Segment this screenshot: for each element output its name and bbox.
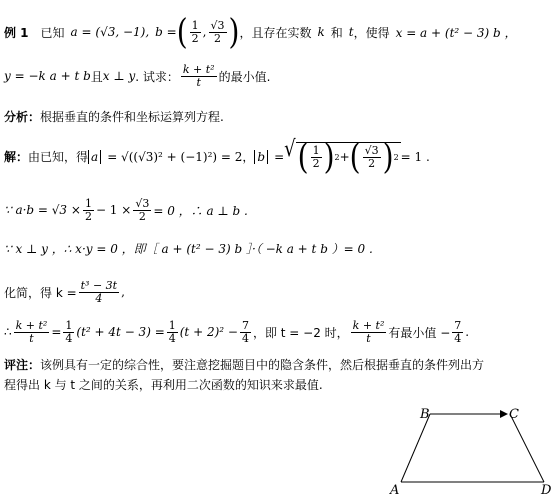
fraction: $\frac{1}{2}$ <box>191 18 199 45</box>
comment-line-2: 程得出 k 与 t 之间的关系，再利用二次函数的知识来求最值. <box>4 378 323 392</box>
fraction: $\frac{\text{k + t²}}{t}$ <box>182 63 215 89</box>
edge-CD <box>510 414 544 482</box>
trapezoid-figure <box>385 402 554 498</box>
vertex-D-label: D <box>541 483 552 498</box>
analysis-text: 根据垂直的条件和坐标运算列方程. <box>40 110 224 124</box>
solution-label: 解： <box>4 150 29 164</box>
vertex-C-label: C <box>509 407 519 422</box>
vertex-B-label: B <box>420 407 430 422</box>
analysis-line <box>4 108 224 125</box>
vector-a-def: a = (√3, −1), <box>70 25 150 39</box>
edge-AB <box>401 414 430 482</box>
solution-line-5: ∴ $\frac{\text{k + t²}}{t}$ = $\frac{1}{4}$ (t² + 4t − 3) = $\frac{1}{4}$ (t + 2)² − $\frac{7}{4}$ ，即 t = −2 时， $\frac{\text{k + t²}}{t}$ 有最小值 − $\frac{7}{4}$ . <box>4 319 470 345</box>
vector-b-label: b = <box>155 25 177 39</box>
example-label: 例 1 <box>4 25 29 40</box>
solution-line-4: 化简，得 k = $\frac{\text{t³ − 3t}}{4}$ , <box>4 279 125 305</box>
problem-line-1: 例 1 已知 a = (√3, −1), b = ( $\frac{1}{2}$ , $\frac{√3}{2}$ ) ，且存在实数 k 和 t ，使得 x = a + (t² − 3) b ， <box>4 10 517 52</box>
fraction: $\frac{√3}{2}$ <box>210 18 225 45</box>
problem-line-2: y = −k a + t b 且 x ⊥ y . 试求： $\frac{\text{k + t²}}{t}$ 的最小值. <box>4 63 271 89</box>
vertex-A-label: A <box>390 483 400 498</box>
solution-line-2: ∵ a·b = √3 × $\frac{1}{2}$ − 1 × $\frac{√3}{2}$ = 0 ，∴ a ⊥ b . <box>4 197 248 223</box>
vector-x-def: x = a + (t² − 3) b ， <box>395 25 517 40</box>
analysis-label: 分析： <box>4 110 41 124</box>
comment-label: 评注： <box>4 358 41 372</box>
given-text: 已知 <box>40 25 65 40</box>
solution-line-1: 解： 由已知，得 a = √((√3)² + (−1)²) = 2 ， b = √ ( $\frac{1}{2}$ ) 2 + ( $\frac{√3}{2}$ ) 2 = 1 . <box>4 135 430 177</box>
comment-line-1: 评注： 该例具有一定的综合性，要注意挖掘题目中的隐含条件，然后根据垂直的条件列出方 <box>4 358 485 372</box>
vector-y-def: y = −k a + t b <box>4 69 91 84</box>
solution-line-3: ∵ x ⊥ y ，∴ x·y = 0 ，即［ a + (t² − 3) b ］·（ −k a + t b ）= 0 . <box>4 242 373 256</box>
